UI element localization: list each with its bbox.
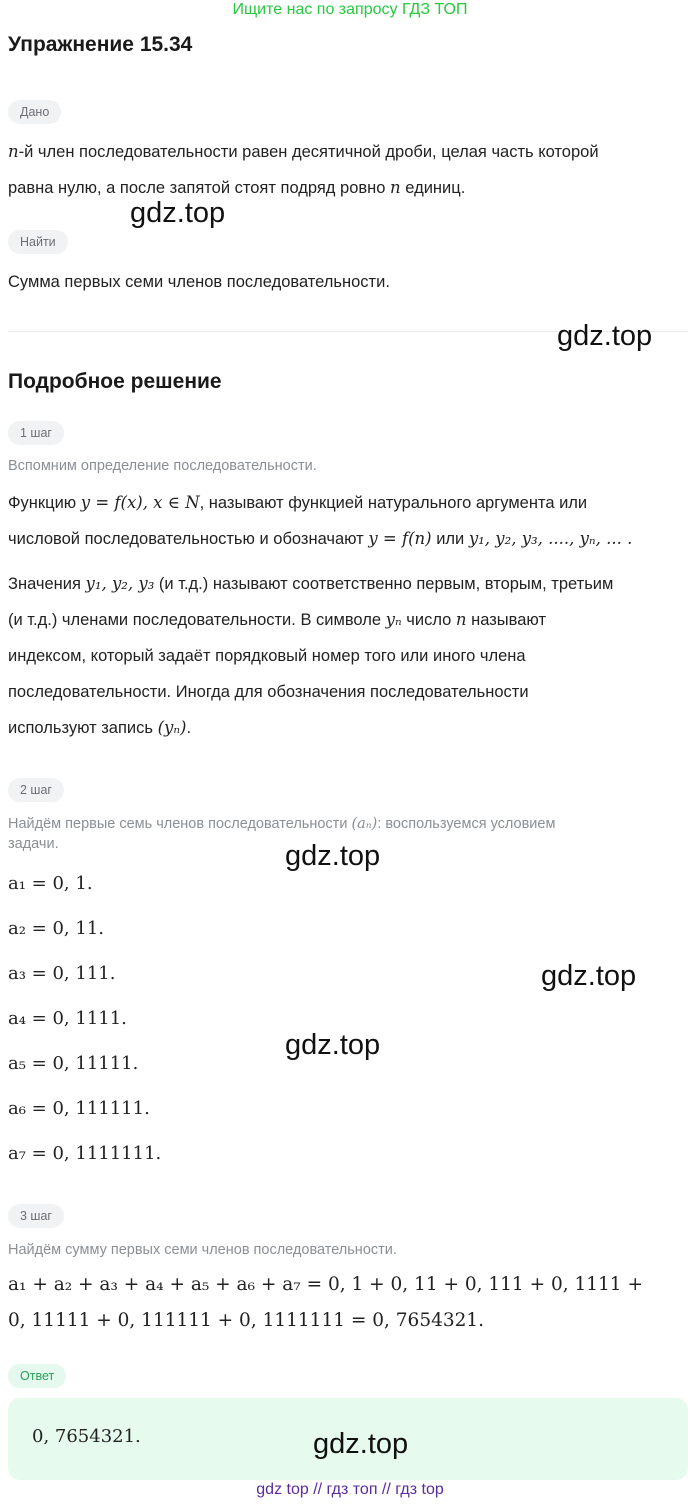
footer-links[interactable]: gdz top // гдз топ // гдз top <box>256 1481 444 1498</box>
solution-title: Подробное решение <box>8 370 222 393</box>
watermark: gdz.top <box>130 197 226 229</box>
given-badge: Дано <box>8 100 61 124</box>
given-line-1: n-й член последовательности равен десятичной дроби, целая часть которой <box>8 142 599 161</box>
find-text: Сумма первых семи членов последовательности. <box>8 273 390 291</box>
step1-badge: 1 шаг <box>8 421 64 445</box>
answer-badge: Ответ <box>8 1364 66 1388</box>
given-line-2: равна нулю, а после запятой стоят подряд ровно n единиц. <box>8 178 466 197</box>
term-a6: a₆ = 0, 111111. <box>8 1098 150 1119</box>
search-banner: Ищите нас по запросу ГДЗ ТОП <box>232 1 468 18</box>
term-a1: a₁ = 0, 1. <box>8 873 93 894</box>
watermark: gdz.top <box>285 840 381 872</box>
term-a3: a₃ = 0, 111. <box>8 963 116 984</box>
step1-note: Вспомним определение последовательности. <box>8 458 317 474</box>
step1-line-1: Функцию y = f(x), x ∈ N, называют функцией натурального аргумента или <box>8 493 588 512</box>
step2-badge: 2 шаг <box>8 778 64 802</box>
watermark: gdz.top <box>557 320 653 352</box>
watermark: gdz.top <box>541 960 637 992</box>
sum-line-1: a₁ + a₂ + a₃ + a₄ + a₅ + a₆ + a₇ = 0, 1 + 0, 11 + 0, 111 + 0, 1111 + <box>8 1274 643 1295</box>
given-var: n <box>8 142 19 161</box>
step1-line-5: индексом, который задаёт порядковый номер того или иного члена <box>8 647 526 665</box>
sum-line-2: 0, 11111 + 0, 111111 + 0, 1111111 = 0, 7654321. <box>8 1310 485 1331</box>
step1-line-4: (и т.д.) членами последовательности. В символе yₙ число n называют <box>8 610 546 629</box>
step3-note: Найдём сумму первых семи членов последовательности. <box>8 1242 397 1258</box>
watermark: gdz.top <box>285 1029 381 1061</box>
step1-line-2: числовой последовательностью и обозначают y = f(n) или y₁, y₂, y₃, ...., yₙ, ... . <box>8 529 633 548</box>
page-title: Упражнение 15.34 <box>8 33 193 56</box>
term-a2: a₂ = 0, 11. <box>8 918 104 939</box>
term-a7: a₇ = 0, 1111111. <box>8 1143 162 1164</box>
answer-value: 0, 7654321. <box>32 1426 141 1447</box>
step3-badge: 3 шаг <box>8 1204 64 1228</box>
step2-note: Найдём первые семь членов последовательности (aₙ): воспользуемся условием задачи. <box>8 816 556 852</box>
term-a5: a₅ = 0, 11111. <box>8 1053 139 1074</box>
find-badge: Найти <box>8 230 68 254</box>
term-a4: a₄ = 0, 1111. <box>8 1008 127 1029</box>
watermark: gdz.top <box>313 1428 409 1460</box>
step1-line-7: используют запись (yₙ). <box>8 718 192 737</box>
step1-line-3: Значения y₁, y₂, y₃ (и т.д.) называют соответственно первым, вторым, третьим <box>8 574 614 593</box>
step1-line-6: последовательности. Иногда для обозначения последовательности <box>8 683 529 701</box>
